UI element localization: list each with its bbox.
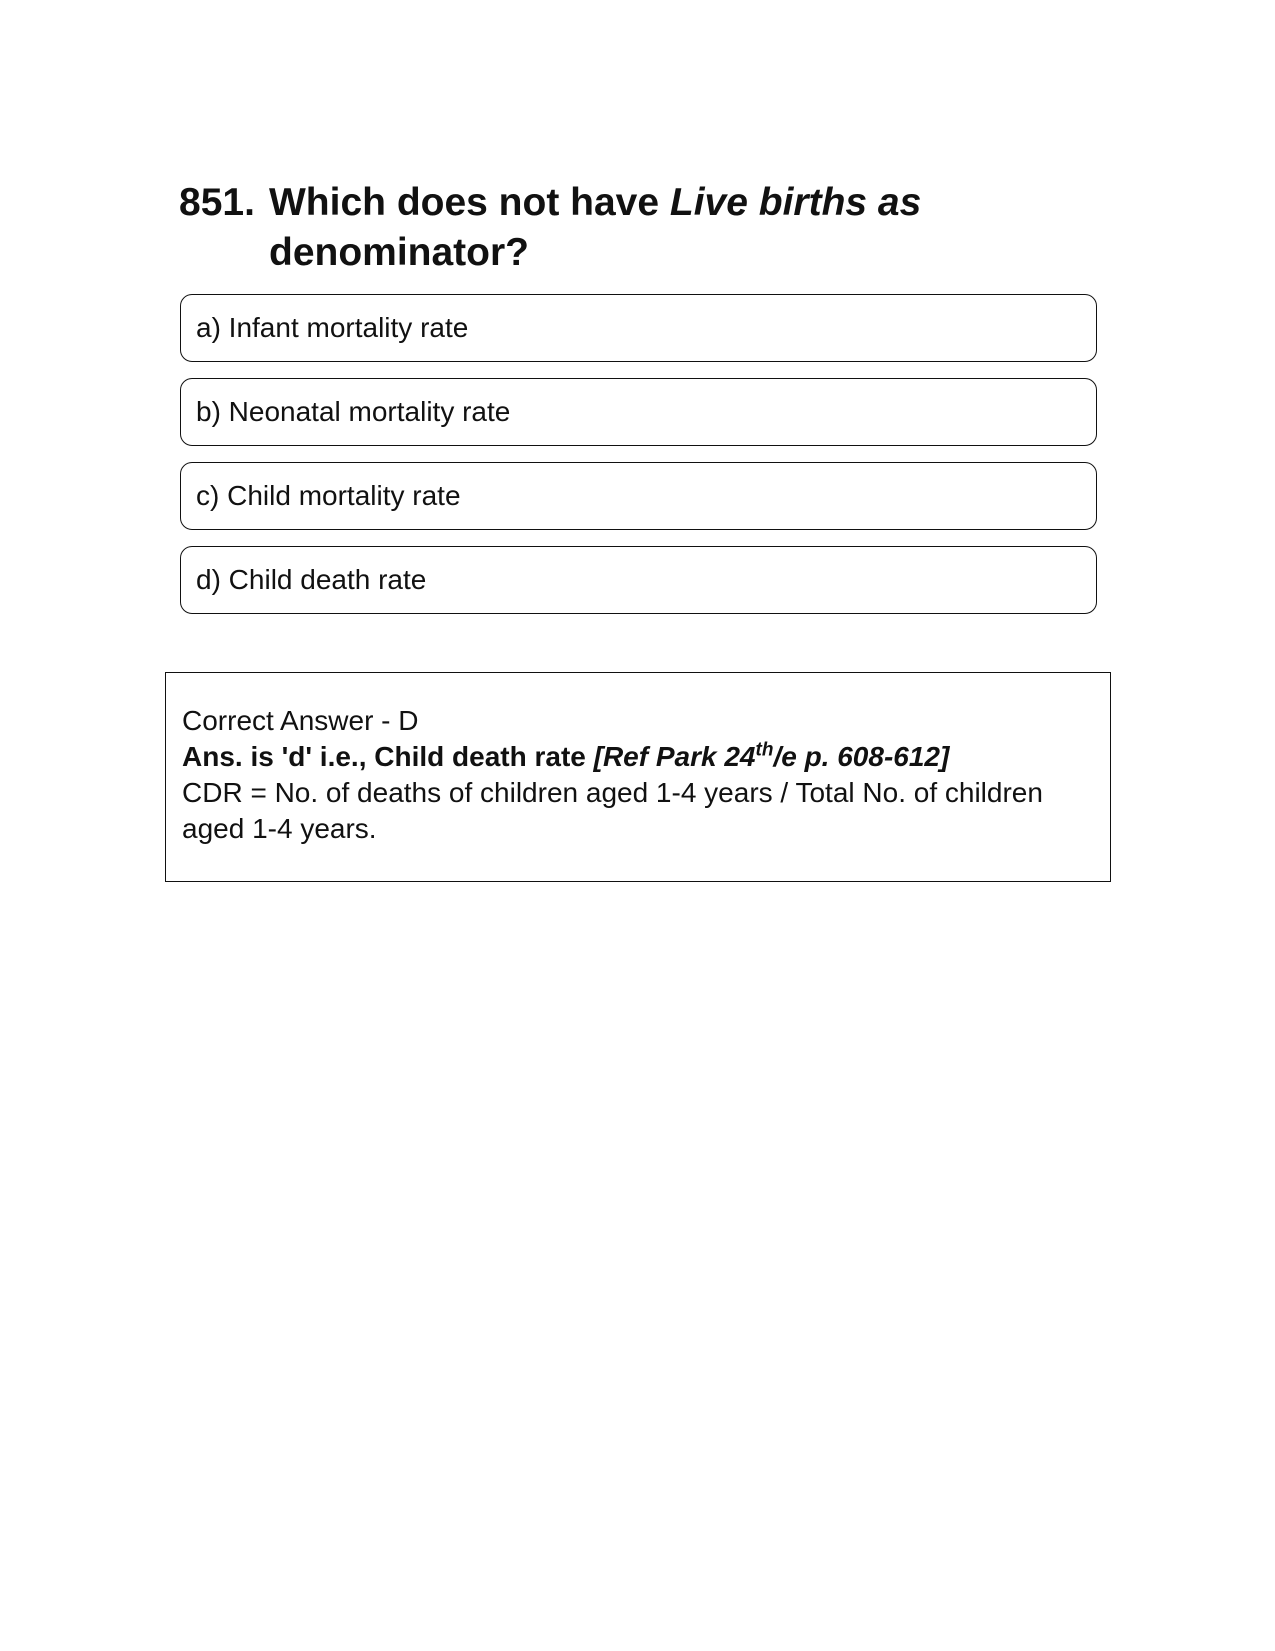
question-text-end: denominator? [269,231,529,274]
question-number: 851. [179,181,255,224]
question-text-italic: Live births as [669,181,922,224]
option-b[interactable]: b) Neonatal mortality rate [180,378,1097,446]
option-a[interactable]: a) Infant mortality rate [180,294,1097,362]
reference-prefix: [Ref Park 24 [593,741,756,772]
reference-suffix: /e p. 608-612] [773,741,950,772]
answer-statement: Ans. is 'd' i.e., Child death rate [182,741,594,772]
option-c[interactable]: c) Child mortality rate [180,462,1097,530]
reference [594,741,950,772]
option-d[interactable]: d) Child death rate [180,546,1097,614]
answer-explanation-heading [182,739,1094,775]
question [179,178,1079,278]
correct-answer: Correct Answer - D [182,705,419,736]
explanation-text: CDR = No. of deaths of children aged 1-4 years / Total No. of children aged 1-4 years. [182,777,1043,844]
reference-superscript: th [755,739,774,761]
question-text-start: Which does not have [269,181,670,224]
options-list [180,294,1097,630]
answer-box [165,672,1111,882]
question-text [269,178,1079,278]
